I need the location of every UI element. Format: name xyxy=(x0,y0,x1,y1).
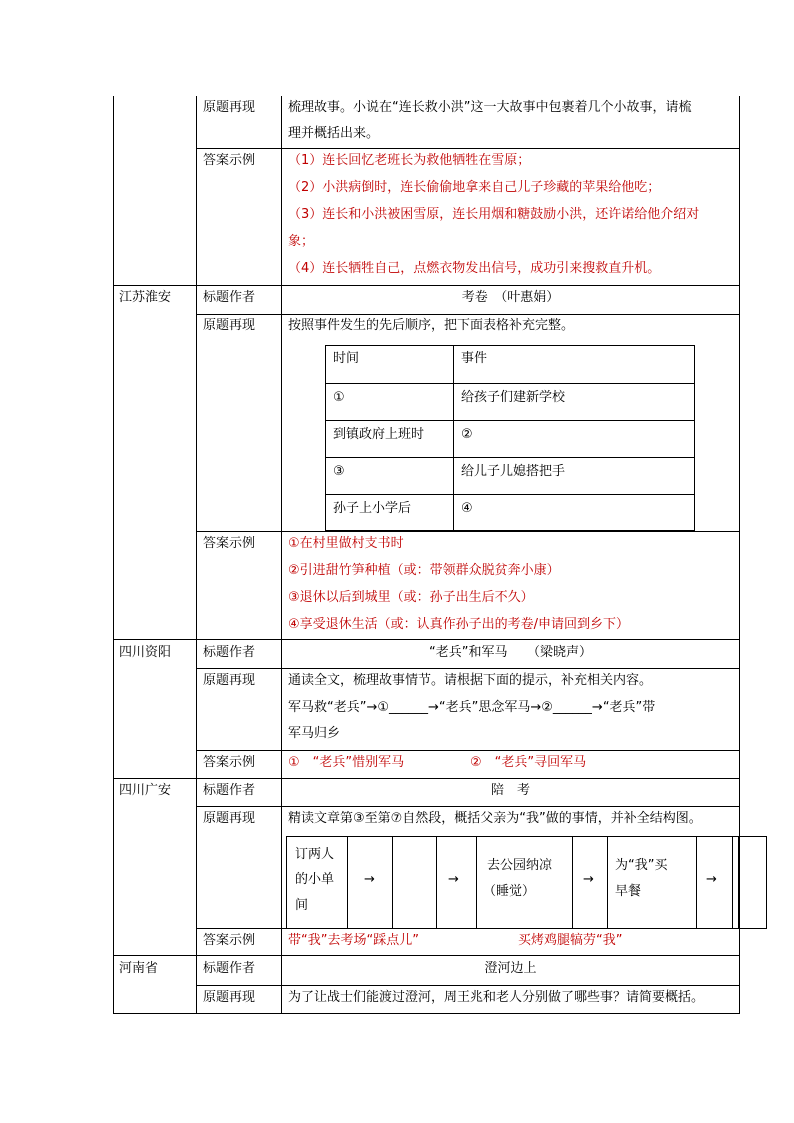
title-author: 陪 考 xyxy=(490,783,530,798)
question-line: 为了让战士们能渡过澄河，周王兆和老人分别做了哪些事？请简要概括。 xyxy=(288,990,705,1005)
row-divider xyxy=(113,639,740,640)
inner-table-cell: 孙子上小学后 xyxy=(333,501,412,516)
inner-table-header: 时间 xyxy=(333,351,360,366)
question-line: 通读全文，梳理故事情节。请根据下面的提示，补充相关内容。 xyxy=(288,673,653,688)
label-title-author: 标题作者 xyxy=(203,783,256,798)
answer-line: （4）连长牺牲自己，点燃衣物发出信号，成功引来搜救直升机。 xyxy=(288,261,661,276)
label-title-author: 标题作者 xyxy=(203,290,256,305)
row-divider xyxy=(196,531,740,532)
inner-table-cell: ① xyxy=(333,390,345,405)
flow-box-text: （睡觉） xyxy=(483,884,536,899)
question-line: 军马救“老兵”→①______→“老兵”思念军马→②______→“老兵”带 xyxy=(288,700,656,715)
row-divider xyxy=(113,955,740,956)
table-border-left xyxy=(113,96,114,1014)
label-title-author: 标题作者 xyxy=(203,961,256,976)
row-divider xyxy=(196,314,740,315)
label-answer: 答案示例 xyxy=(203,755,256,770)
flow-box-text: 去公园纳凉 xyxy=(487,858,553,873)
label-answer: 答案示例 xyxy=(203,536,256,551)
label-answer: 答案示例 xyxy=(203,933,256,948)
row-divider xyxy=(113,285,740,286)
answer-1: 带“我”去考场“踩点儿” xyxy=(288,933,419,948)
label-question: 原题再现 xyxy=(203,100,256,115)
inner-table-cell: ② xyxy=(461,427,473,442)
inner-table-cell: ③ xyxy=(333,464,345,479)
label-title-author: 标题作者 xyxy=(203,645,256,660)
inner-table-cell: ④ xyxy=(461,501,473,516)
title-author: 考卷 （叶惠娟） xyxy=(461,290,560,305)
region-label: 河南省 xyxy=(119,961,159,976)
answer-line: （1）连长回忆老班长为救他牺牲在雪原； xyxy=(288,153,531,168)
arrow-icon: → xyxy=(364,872,375,887)
answer-2: ② “老兵”寻回军马 xyxy=(470,755,587,770)
label-question: 原题再现 xyxy=(203,673,256,688)
row-divider xyxy=(196,148,740,149)
row-divider xyxy=(196,750,740,751)
flow-box-text: 的小单 xyxy=(295,872,335,887)
arrow-icon: → xyxy=(448,872,459,887)
label-question: 原题再现 xyxy=(203,318,256,333)
answer-1: ① “老兵”惜别军马 xyxy=(288,755,405,770)
question-line: 理并概括出来。 xyxy=(288,126,380,141)
label-question: 原题再现 xyxy=(203,990,256,1005)
answer-line: 象； xyxy=(288,234,315,249)
question-line: 精读文章第③至第⑦自然段，概括父亲为“我”做的事情，并补全结构图。 xyxy=(288,811,702,826)
row-divider xyxy=(196,806,740,807)
flow-box-text: 订两人 xyxy=(295,847,335,862)
answer-line: ③退休以后到城里（或：孙子出生后不久） xyxy=(288,590,534,605)
answer-line: ④享受退休生活（或：认真作孙子出的考卷/申请回到乡下） xyxy=(288,617,630,632)
table-border-bottom xyxy=(113,1013,740,1014)
arrow-icon: → xyxy=(583,872,594,887)
title-author: “老兵”和军马 （梁晓声） xyxy=(429,645,592,660)
arrow-icon: → xyxy=(706,872,717,887)
table-border-right xyxy=(739,96,740,1014)
region-label: 四川广安 xyxy=(119,783,172,798)
question-line: 按照事件发生的先后顺序，把下面表格补充完整。 xyxy=(288,318,575,333)
inner-table-cell: 给儿子儿媳搭把手 xyxy=(461,464,566,479)
label-question: 原题再现 xyxy=(203,811,256,826)
answer-line: （2）小洪病倒时，连长偷偷地拿来自己儿子珍藏的苹果给他吃； xyxy=(288,180,661,195)
row-divider xyxy=(196,668,740,669)
label-answer: 答案示例 xyxy=(203,153,256,168)
answer-line: ①在村里做村支书时 xyxy=(288,536,404,551)
flow-box-text: 间 xyxy=(295,898,309,913)
table-divider-label xyxy=(281,96,282,1014)
answer-2: 买烤鸡腿犒劳“我” xyxy=(518,933,623,948)
inner-table-cell: 给孩子们建新学校 xyxy=(461,390,566,405)
answer-line: （3）连长和小洪被困雪原，连长用烟和糖鼓励小洪，还许诺给他介绍对 xyxy=(288,207,700,222)
row-divider xyxy=(113,778,740,779)
row-divider xyxy=(196,985,740,986)
question-line: 军马归乡 xyxy=(288,726,341,741)
title-author: 澄河边上 xyxy=(484,961,537,976)
flow-box-text: 早餐 xyxy=(615,884,642,899)
region-label: 江苏淮安 xyxy=(119,290,172,305)
inner-table-cell: 到镇政府上班时 xyxy=(333,427,425,442)
answer-line: ②引进甜竹笋种植（或：带领群众脱贫奔小康） xyxy=(288,563,560,578)
region-label: 四川资阳 xyxy=(119,645,172,660)
question-line: 梳理故事。小说在“连长救小洪”这一大故事中包裹着几个小故事，请梳 xyxy=(288,100,692,115)
inner-table-header: 事件 xyxy=(461,351,488,366)
table-divider-region xyxy=(196,96,197,1014)
flow-box-text: 为“我”买 xyxy=(615,858,668,873)
